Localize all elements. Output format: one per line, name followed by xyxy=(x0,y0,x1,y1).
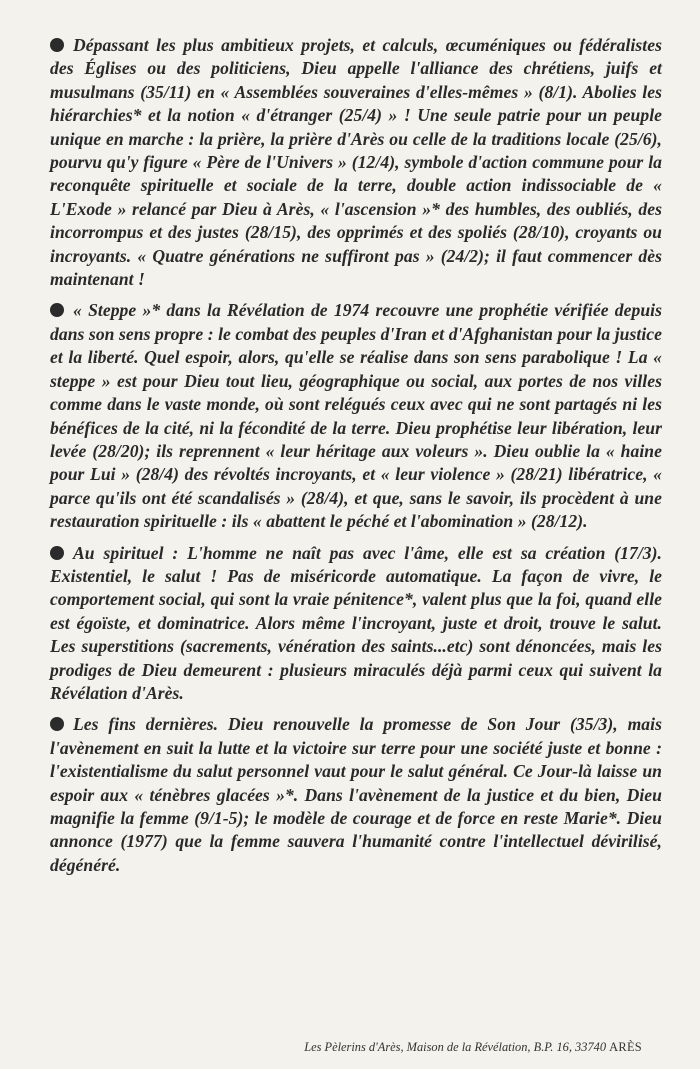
bullet-icon xyxy=(50,546,64,560)
bullet-icon xyxy=(50,38,64,52)
bullet-icon xyxy=(50,303,64,317)
paragraph-3 xyxy=(50,542,662,706)
document-body xyxy=(50,34,662,885)
paragraph-4-text: Les fins dernières. Dieu renouvelle la promesse de Son Jour (35/3), mais l'avènement en suit la lutte et la victoire sur terre pour une société juste et bonne : l'existentialisme du salut personnel vaut pour le salut général. Ce Jour-là laisse un espoir aux « ténèbres glacées »*. Dans l'avènement de la justice et du bien, Dieu magnifie la femme (9/1-5); le modèle de courage et de force en reste Marie*. Dieu annonce (1977) que la femme sauvera l'humanité contre l'intellectuel dévirilisé, dégénéré. xyxy=(50,714,662,875)
paragraph-1-text: Dépassant les plus ambitieux projets, et calculs, œcuméniques ou fédéralistes des Églises ou des politiciens, Dieu appelle l'alliance des chrétiens, juifs et musulmans (35/11) en « Assemblées souveraines d'elles-mêmes » (8/1). Abolies les hiérarchies* et la notion « d'étranger (25/4) » ! Une seule patrie pour un peuple unique en marche : la prière, la prière d'Arès ou celle de la traditions locale (25/6), pourvu qu'y figure « Père de l'Univers » (12/4), symbole d'action commune pour la reconquête spirituelle et sociale de la terre, double action indissociable de « L'Exode » relancé par Dieu à Arès, « l'ascension »* des humbles, des oubliés, des incorrompus et des justes (28/15), des opprimés et des spoliés (28/10), croyants ou incroyants. « Quatre générations ne suffiront pas » (24/2); il faut commencer dès maintenant ! xyxy=(50,35,662,290)
bullet-icon xyxy=(50,717,64,731)
footer-address xyxy=(304,1040,642,1055)
footer-text: Les Pèlerins d'Arès, Maison de la Révélation, B.P. 16, 33740 xyxy=(304,1040,610,1054)
paragraph-2 xyxy=(50,299,662,533)
paragraph-1 xyxy=(50,34,662,291)
paragraph-3-text: Au spirituel : L'homme ne naît pas avec l'âme, elle est sa création (17/3). Existentiel, le salut ! Pas de miséricorde automatique. La façon de vivre, le comportement social, qui sont la vraie pénitence*, valent plus que la foi, quand elle est égoïste, et dominatrice. Alors même l'incroyant, juste et droit, trouve le salut. Les superstitions (sacrements, vénération des saints...etc) sont dénoncées, mais les prodiges de Dieu demeurent : plusieurs miraculés déjà parmi ceux qui suivent la Révélation d'Arès. xyxy=(50,542,662,703)
paragraph-2-text: « Steppe »* dans la Révélation de 1974 recouvre une prophétie vérifiée depuis dans son sens propre : le combat des peuples d'Iran et d'Afghanistan pour la justice et la liberté. Quel espoir, alors, qu'elle se réalise dans son sens parabolique ! La « steppe » est pour Dieu tout lieu, géographique ou social, aux portes de nos villes comme dans le vaste monde, où sont relégués ceux avec qui ne sont partagés ni les bénéfices de la cité, ni la fécondité de la terre. Dieu prophétise leur libération, leur levée (28/20); ils reprennent « leur héritage aux voleurs ». Dieu oublie la « haine pour Lui » (28/4) des révoltés incroyants, et « leur violence » (28/21) libératrice, « parce qu'ils ont été scandalisés » (28/4), et que, sans le savoir, ils procèdent à une restauration spirituelle : ils « abattent le péché et l'abomination » (28/12). xyxy=(50,300,662,532)
footer-place: ARÈS xyxy=(609,1040,642,1054)
paragraph-4 xyxy=(50,713,662,877)
